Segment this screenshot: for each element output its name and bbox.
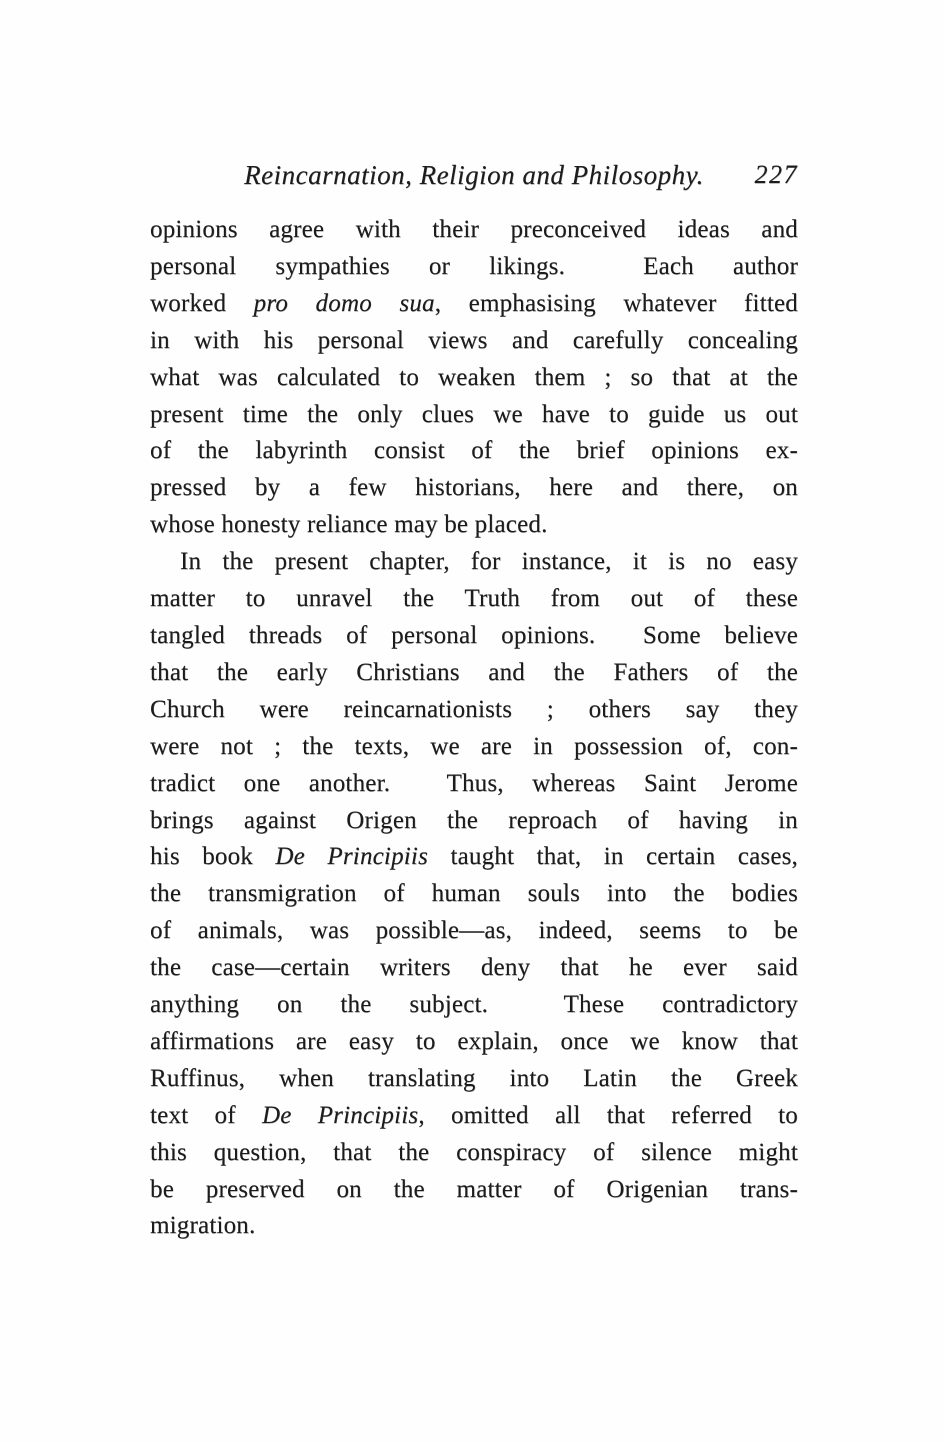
- text-segment: brings against Origen the reproach of having in: [150, 806, 798, 834]
- text-line: [150, 1135, 798, 1172]
- text-segment: worked: [150, 289, 254, 317]
- text-segment: pressed by a few historians, here and there, on: [150, 474, 798, 502]
- text-segment: Ruffinus, when translating into Latin the Greek: [150, 1064, 798, 1092]
- text-segment: the case—certain writers deny that he ever said: [150, 954, 798, 982]
- text-segment: be preserved on the matter of Origenian trans-: [150, 1175, 798, 1203]
- text-line: [150, 655, 798, 692]
- text-line: [150, 1208, 798, 1245]
- text-line: [150, 1172, 798, 1209]
- text-segment: the transmigration of human souls into the bodies: [150, 880, 798, 908]
- text-segment: personal sympathies or likings. Each author: [150, 252, 798, 280]
- text-line: [150, 913, 798, 950]
- text-line: [150, 286, 798, 323]
- text-line: [150, 433, 798, 470]
- text-line: [150, 1098, 798, 1135]
- text-line: [150, 950, 798, 987]
- text-segment: tradict one another. Thus, whereas Saint Jerome: [150, 769, 798, 797]
- text-segment: present time the only clues we have to guide us out: [150, 400, 798, 428]
- page-body: [150, 212, 798, 1245]
- text-segment: affirmations are easy to explain, once we know that: [150, 1027, 798, 1055]
- text-segment: matter to unravel the Truth from out of these: [150, 585, 798, 613]
- running-title: Reincarnation, Religion and Philosophy.: [244, 160, 704, 190]
- text-segment: tangled threads of personal opinions. Some believe: [150, 621, 798, 649]
- text-segment: were not ; the texts, we are in possession of, con-: [150, 732, 798, 760]
- text-segment: what was calculated to weaken them ; so that at the: [150, 363, 798, 391]
- text-line: [150, 876, 798, 913]
- text-segment: that the early Christians and the Fathers of the: [150, 658, 798, 686]
- text-segment: this question, that the conspiracy of silence might: [150, 1138, 798, 1166]
- text-line: [150, 766, 798, 803]
- text-segment: of the labyrinth consist of the brief opinions ex-: [150, 437, 798, 465]
- text-line: [150, 544, 798, 581]
- text-line: [150, 323, 798, 360]
- text-segment: taught that, in certain cases,: [428, 843, 799, 871]
- text-line: [150, 397, 798, 434]
- text-line: [150, 360, 798, 397]
- italic-phrase: pro domo sua: [253, 289, 435, 317]
- text-line: [150, 1024, 798, 1061]
- page-header: [150, 156, 798, 194]
- text-line: [150, 470, 798, 507]
- text-segment: , emphasising whatever fitted: [434, 289, 798, 317]
- text-segment: whose honesty reliance may be placed.: [150, 511, 548, 539]
- text-line: [150, 987, 798, 1024]
- text-segment: in with his personal views and carefully concealing: [150, 326, 798, 354]
- italic-phrase: De Principiis: [261, 1101, 419, 1129]
- text-segment: In the present chapter, for instance, it is no easy: [180, 548, 798, 576]
- text-segment: text of: [150, 1101, 262, 1129]
- text-line: [150, 212, 798, 249]
- text-line: [150, 249, 798, 286]
- text-line: [150, 729, 798, 766]
- italic-phrase: De Principiis: [275, 843, 429, 871]
- text-line: [150, 692, 798, 729]
- text-line: [150, 839, 798, 876]
- text-segment: Church were reincarnationists ; others say they: [150, 695, 798, 723]
- text-segment: of animals, was possible—as, indeed, seems to be: [150, 917, 798, 945]
- text-segment: opinions agree with their preconceived ideas and: [150, 216, 798, 243]
- text-segment: , omitted all that referred to: [418, 1101, 799, 1129]
- text-line: [150, 507, 798, 544]
- text-segment: his book: [150, 843, 276, 871]
- text-segment: anything on the subject. These contradictory: [150, 991, 798, 1019]
- page-number: 227: [754, 160, 798, 189]
- text-line: [150, 803, 798, 840]
- text-line: [150, 1061, 798, 1098]
- text-segment: migration.: [150, 1212, 256, 1240]
- text-line: [150, 581, 798, 618]
- text-line: [150, 618, 798, 655]
